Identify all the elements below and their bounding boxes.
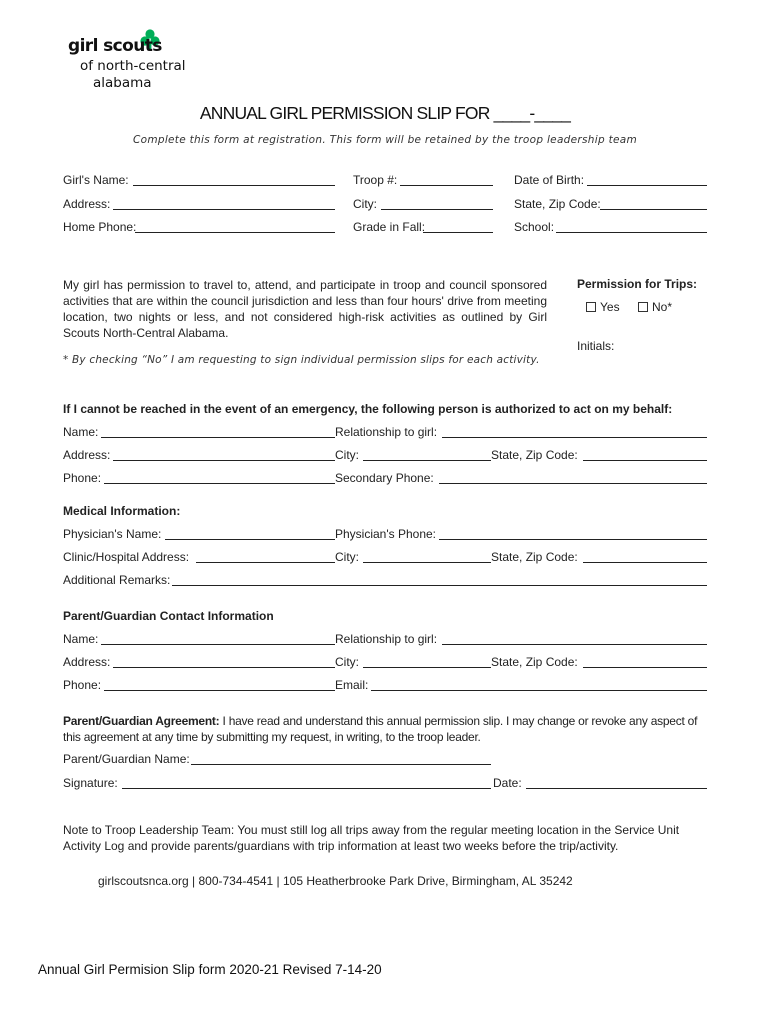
emergency-city-field[interactable] (363, 460, 491, 461)
guardian-name-field[interactable] (191, 764, 491, 765)
state-zip-label: State, Zip Code: (514, 197, 601, 211)
yes-label: Yes (600, 300, 620, 314)
girl-name-label: Girl's Name: (63, 173, 129, 187)
girl-scouts-logo (66, 26, 226, 92)
permission-note: * By checking “No” I am requesting to sign individual permission slips for each activity. (63, 354, 540, 366)
address-label: Address: (63, 197, 111, 211)
clinic-state-zip-label: State, Zip Code: (491, 550, 578, 564)
emergency-address-label: Address: (63, 448, 111, 462)
school-label: School: (514, 220, 555, 234)
date-field[interactable] (526, 788, 707, 789)
address-field[interactable] (113, 209, 335, 210)
physician-phone-label: Physician's Phone: (335, 527, 437, 541)
home-phone-field[interactable] (135, 232, 335, 233)
grade-label: Grade in Fall: (353, 220, 426, 234)
no-label: No* (652, 300, 673, 314)
initials-label: Initials: (577, 339, 615, 353)
clinic-city-field[interactable] (363, 562, 491, 563)
logo-text-line1: girl scouts (68, 36, 162, 56)
signature-field[interactable] (122, 788, 491, 789)
form-subtitle: Complete this form at registration. This form will be retained by the troop leadership team (132, 134, 638, 146)
guardian-name-label: Parent/Guardian Name: (63, 752, 190, 766)
clinic-state-zip-field[interactable] (583, 562, 707, 563)
school-field[interactable] (556, 232, 707, 233)
emergency-secondary-phone-label: Secondary Phone: (335, 471, 434, 485)
parent-city-field[interactable] (363, 667, 491, 668)
parent-address-label: Address: (63, 655, 111, 669)
agreement-body: I have read and understand this annual permission slip. I may change or revoke any aspect of this agreement at any time by submitting my request, in writing, to the troop leader. (63, 714, 698, 744)
parent-address-field[interactable] (113, 667, 335, 668)
logo-text-line3: alabama (93, 75, 152, 91)
permission-trips-label: Permission for Trips: (577, 277, 698, 291)
physician-phone-field[interactable] (439, 539, 707, 540)
emergency-heading: If I cannot be reached in the event of an emergency, the following person is authorized to act on my behalf: (63, 402, 673, 416)
revision-footer: Annual Girl Permision Slip form 2020-21 Revised 7-14-20 (38, 962, 382, 977)
physician-name-label: Physician's Name: (63, 527, 162, 541)
emergency-phone-label: Phone: (63, 471, 102, 485)
medical-heading: Medical Information: (63, 504, 181, 518)
remarks-field[interactable] (172, 585, 707, 586)
clinic-address-label: Clinic/Hospital Address: (63, 550, 190, 564)
parent-state-zip-field[interactable] (583, 667, 707, 668)
clinic-city-label: City: (335, 550, 359, 564)
parent-phone-label: Phone: (63, 678, 102, 692)
clinic-address-field[interactable] (196, 562, 335, 563)
grade-field[interactable] (423, 232, 493, 233)
emergency-address-field[interactable] (113, 460, 335, 461)
home-phone-label: Home Phone: (63, 220, 137, 234)
parent-relationship-field[interactable] (442, 644, 707, 645)
dob-field[interactable] (587, 185, 707, 186)
physician-name-field[interactable] (165, 539, 335, 540)
parent-phone-field[interactable] (104, 690, 335, 691)
parent-relationship-label: Relationship to girl: (335, 632, 438, 646)
no-checkbox[interactable] (638, 302, 648, 312)
yes-checkbox[interactable] (586, 302, 596, 312)
dob-label: Date of Birth: (514, 173, 585, 187)
parent-name-field[interactable] (101, 644, 335, 645)
emergency-name-label: Name: (63, 425, 99, 439)
parent-email-field[interactable] (371, 690, 707, 691)
emergency-relationship-field[interactable] (442, 437, 707, 438)
parent-city-label: City: (335, 655, 359, 669)
yes-option[interactable] (586, 300, 620, 314)
emergency-name-field[interactable] (101, 437, 335, 438)
emergency-phone-field[interactable] (104, 483, 335, 484)
girl-name-field[interactable] (133, 185, 335, 186)
form-title: ANNUAL GIRL PERMISSION SLIP FOR ____-____ (199, 103, 571, 123)
state-zip-field[interactable] (600, 209, 707, 210)
emergency-state-zip-field[interactable] (583, 460, 707, 461)
troop-field[interactable] (400, 185, 493, 186)
city-field[interactable] (381, 209, 493, 210)
leadership-note: Note to Troop Leadership Team: You must still log all trips away from the regular meeting location in the Service Unit Activity Log and provide parents/guardians with trip information at least two weeks before the trip/activity. (63, 823, 680, 853)
parent-email-label: Email: (335, 678, 369, 692)
logo-text-line2: of north-central (80, 58, 186, 74)
emergency-city-label: City: (335, 448, 359, 462)
date-label: Date: (493, 776, 522, 790)
agreement-text (63, 713, 713, 745)
parent-state-zip-label: State, Zip Code: (491, 655, 578, 669)
emergency-state-zip-label: State, Zip Code: (491, 448, 578, 462)
signature-label: Signature: (63, 776, 118, 790)
parent-heading: Parent/Guardian Contact Information (63, 609, 274, 623)
city-label: City: (353, 197, 377, 211)
emergency-relationship-label: Relationship to girl: (335, 425, 438, 439)
agreement-bold-label: Parent/Guardian Agreement: (63, 714, 220, 728)
troop-label: Troop #: (353, 173, 398, 187)
no-option[interactable] (638, 300, 672, 314)
emergency-secondary-phone-field[interactable] (439, 483, 707, 484)
permission-text: My girl has permission to travel to, attend, and participate in troop and council sponsored activities that are within the council jurisdiction and less than four hours' drive from meeting location, two nights or less, and not considered high-risk activities as outlined by Girl Scouts North-Central Alabama. (63, 278, 547, 340)
remarks-label: Additional Remarks: (63, 573, 171, 587)
parent-name-label: Name: (63, 632, 99, 646)
contact-line: girlscoutsnca.org | 800-734-4541 | 105 Heatherbrooke Park Drive, Birmingham, AL 35242 (98, 874, 573, 888)
